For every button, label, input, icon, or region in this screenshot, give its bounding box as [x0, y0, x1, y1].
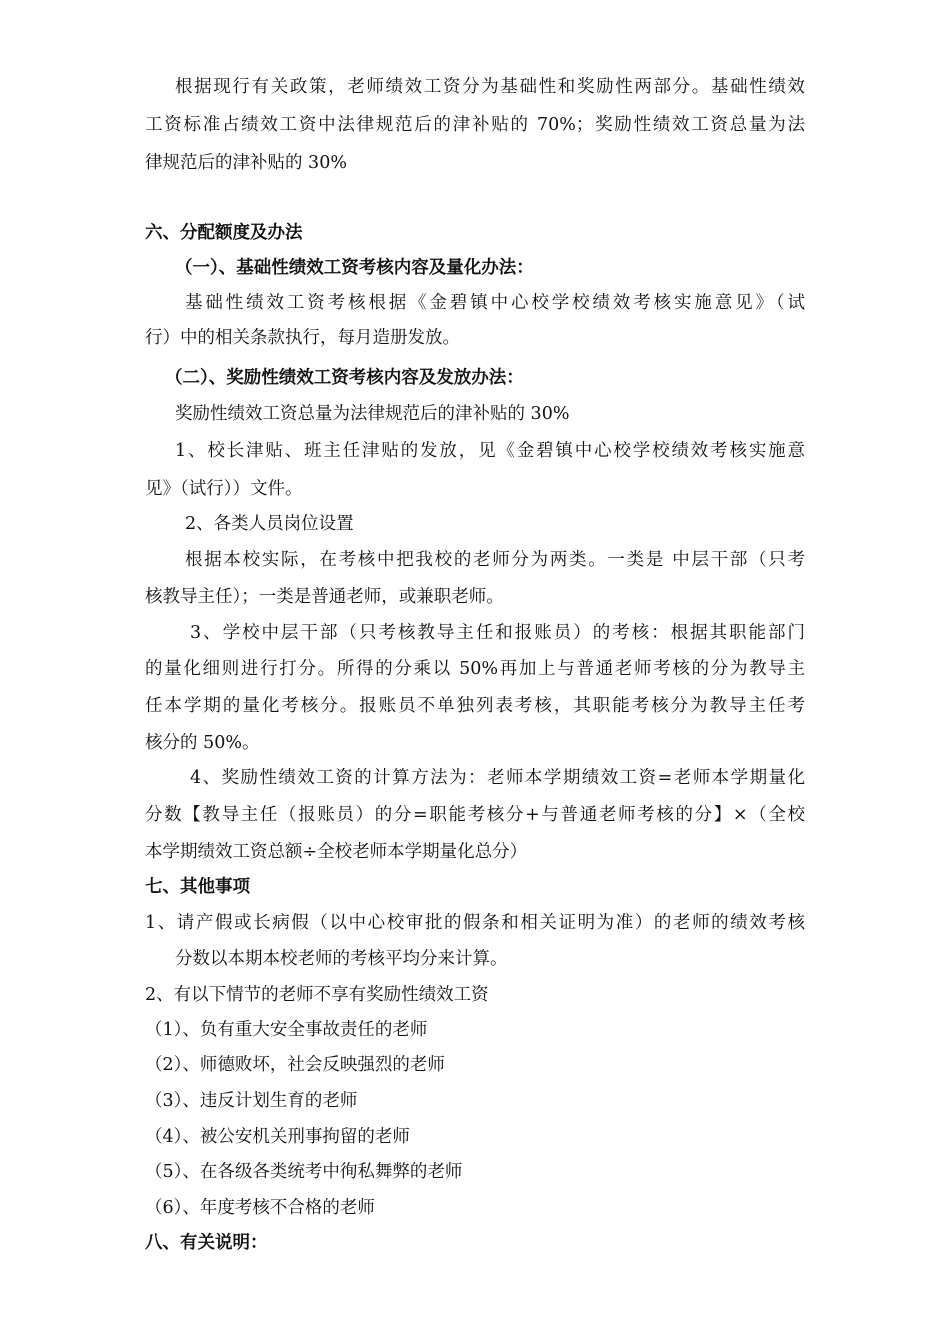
section-6-2-item-4-line-3: 本学期绩效工资总额÷全校老师本学期量化总分） [145, 842, 528, 862]
list-item: （1）、负有重大安全事故责任的老师 [145, 1020, 428, 1040]
section-6-1-line-2: 行）中的相关条款执行，每月造册发放。 [145, 328, 460, 348]
intro-line-1: 根据现行有关政策，老师绩效工资分为基础性和奖励性两部分。基础性绩效 [175, 77, 805, 97]
section-6-2-total: 奖励性绩效工资总量为法律规范后的津补贴的 30% [175, 404, 570, 424]
section-6-2-item-3-line-2: 的量化细则进行打分。所得的分乘以 50%再加上与普通老师考核的分为教导主 [145, 659, 805, 679]
section-7-heading: 七、其他事项 [145, 877, 250, 897]
section-6-2-item-3-line-3: 任本学期的量化考核分。报账员不单独列表考核，其职能考核分为教导主任考 [145, 696, 805, 716]
section-6-2-item-2: 2、各类人员岗位设置 [185, 514, 354, 534]
section-8-heading: 八、有关说明： [145, 1233, 268, 1253]
section-7-item-1-line-2: 分数以本期本校老师的考核平均分来计算。 [175, 949, 508, 969]
intro-line-2: 工资标准占绩效工资中法律规范后的津补贴的 70%；奖励性绩效工资总量为法 [145, 115, 805, 135]
section-6-2-item-1-line-1: 1、校长津贴、班主任津贴的发放，见《金碧镇中心校学校绩效考核实施意 [175, 441, 805, 461]
list-item: （2）、师德败坏，社会反映强烈的老师 [145, 1055, 445, 1075]
section-6-1-heading: （一）、基础性绩效工资考核内容及量化办法： [175, 258, 534, 278]
section-6-2-item-2-line-1: 根据本校实际，在考核中把我校的老师分为两类。一类是 中层干部（只考 [185, 550, 805, 570]
section-6-2-item-2-line-2: 核教导主任）；一类是普通老师，或兼职老师。 [145, 587, 504, 607]
list-item: （3）、违反计划生育的老师 [145, 1091, 358, 1111]
intro-line-3: 律规范后的津补贴的 30% [145, 153, 347, 173]
list-item: （4）、被公安机关刑事拘留的老师 [145, 1127, 410, 1147]
section-6-2-item-3-line-1: 3、学校中层干部（只考核教导主任和报账员）的考核：根据其职能部门 [190, 623, 805, 643]
list-item: （6）、年度考核不合格的老师 [145, 1198, 375, 1218]
section-6-2-heading: （二）、奖励性绩效工资考核内容及发放办法： [165, 368, 524, 388]
list-item: （5）、在各级各类统考中徇私舞弊的老师 [145, 1162, 463, 1182]
section-7-item-2: 2、有以下情节的老师不享有奖励性绩效工资 [145, 985, 489, 1005]
section-6-2-item-4-line-1: 4、奖励性绩效工资的计算方法为：老师本学期绩效工资=老师本学期量化 [190, 768, 805, 788]
section-6-2-item-3-line-4: 核分的 50%。 [145, 733, 260, 753]
section-6-2-item-4-line-2: 分数【教导主任（报账员）的分=职能考核分+与普通老师考核的分】×（全校 [145, 805, 805, 825]
section-6-1-line-1: 基础性绩效工资考核根据《金碧镇中心校学校绩效考核实施意见》（试 [185, 293, 805, 313]
section-6-2-item-1-line-2: 见》（试行））文件。 [145, 479, 303, 499]
section-7-item-1-line-1: 1、请产假或长病假（以中心校审批的假条和相关证明为准）的老师的绩效考核 [145, 913, 805, 933]
section-6-heading: 六、分配额度及办法 [145, 223, 303, 243]
